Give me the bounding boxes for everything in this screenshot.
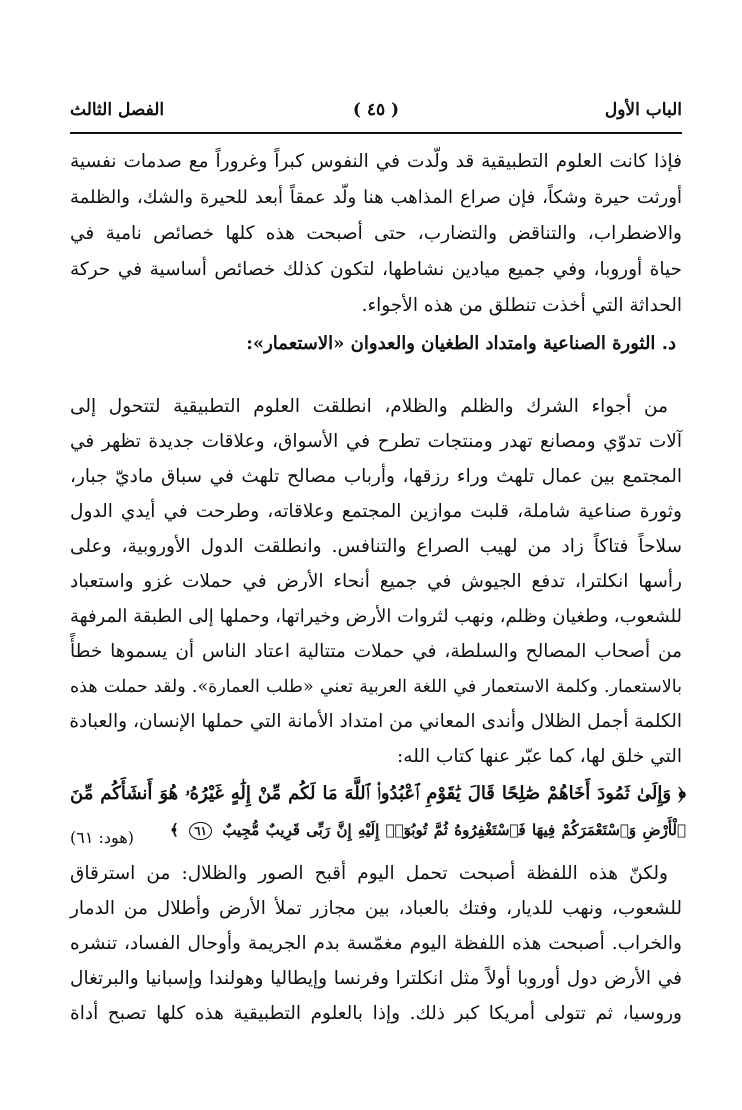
paragraph-2-line: من أصحاب المصالح والسلطة، في حملات متتالية اعتاد الناس أن يسموها خطأً [70, 641, 682, 662]
ayah-number-icon: ٦١ [189, 822, 212, 840]
paragraph-3-line: في الأرض دول أوروبا أولاً مثل انكلترا وفرنسا وإيطاليا وهولندا وإسبانيا والبرتغال [70, 968, 682, 989]
paragraph-2-line: سلاحاً فتاكاً زاد من لهيب الصراع والتنافس. وانطلقت الدول الأوروبية، وعلى [70, 536, 682, 557]
section-heading: د. الثورة الصناعية وامتداد الطغيان والعدوان «الاستعمار»: [246, 333, 676, 354]
paragraph-2-line: بالاستعمار. وكلمة الاستعمار في اللغة العربية تعني «طلب العمارة». ولقد حملت هذه [70, 677, 682, 697]
paragraph-2-line: وثورة صناعية شاملة، قلبت موازين المجتمع وعلاقاته، وطرحت في أيدي الدول [70, 501, 682, 522]
paragraph-2-line: للشعوب، وطغيان وظلم، ونهب لثروات الأرض وخيراتها، وحملها إلى الطبقة المرفهة [70, 606, 682, 627]
page-header [70, 98, 682, 134]
paragraph-2-line: رأسها انكلترا، تدفع الجيوش في جميع أنحاء الأرض في حملات غزو واستعباد [70, 571, 682, 592]
paragraph-2-line: التي خلق لها، كما عبّر عنها كتاب الله: [397, 746, 682, 767]
page-number: ( ٤٥ ) [352, 100, 400, 120]
paragraph-1-line: والاضطراب، والتناقض والتضارب، حتى أصبحت هذه كلها خصائص نامية في [70, 223, 682, 244]
paragraph-3-line: ولكنّ هذه اللفظة أصبحت تحمل اليوم أقبح الصور والظلال: من استرقاق [70, 863, 668, 884]
paragraph-3-line: للشعوب، ونهب للديار، وفتك بالعباد، بين مجازر تملأ الأرض وأطلال من الدمار [70, 898, 682, 919]
paragraph-2-line: الكلمة أجمل الظلال وأندى المعاني من امتداد الأمانة التي حملها الإنسان، والعبادة [69, 711, 682, 732]
paragraph-3-line: وروسيا، ثم تتولى أمريكا كبر ذلك. وإذا بالعلوم التطبيقية هذه كلها تصبح أداة [70, 1003, 682, 1024]
paragraph-1-line: الحداثة التي أخذت تنطلق من هذه الأجواء. [361, 295, 682, 316]
paragraph-1-line: حياة أوروبا، وفي جميع ميادين نشاطها، لتكون كذلك خصائص أساسية في حركة [70, 259, 682, 280]
verse-reference: (هود: ٦١) [70, 828, 134, 847]
paragraph-1-line: فإذا كانت العلوم التطبيقية قد ولّدت في النفوس كبراً وغروراً مع صدمات نفسية [70, 151, 682, 172]
paragraph-1-line: أورثت حيرة وشكاً، فإن صراع المذاهب هنا ولّد عمقاً أبعد للحيرة والشك، والظلمة [70, 187, 682, 208]
verse-close-bracket: ﴾ [170, 821, 179, 839]
paragraph-2-line: آلات تدوّي ومصانع تهدر ومنتجات تطرح في الأسواق، وعلاقات جديدة تظهر في [70, 431, 682, 452]
part-title: الباب الأول [604, 100, 682, 120]
quran-verse-line [170, 816, 686, 844]
chapter-title: الفصل الثالث [70, 100, 165, 120]
quran-verse-text: ٱلْأَرْضِ وَٱسْتَعْمَرَكُمْ فِيهَا فَٱسْتَغْفِرُوهُ ثُمَّ تُوبُوٓا۟ إِلَيْهِ إِنَّ رَبِّى قَرِيبٌ مُّجِيبٌ [222, 821, 686, 839]
paragraph-2-line: من أجواء الشرك والظلم والظلام، انطلقت العلوم التطبيقية لتتحول إلى [70, 396, 668, 417]
paragraph-2-line: المجتمع بين عمال تلهث وراء رزقها، وأرباب مصالح تلهث في سباق ماديّ جبار، [70, 466, 682, 487]
paragraph-3-line: والخراب. أصبحت هذه اللفظة اليوم مغمّسة بدم الجريمة وأوحال الفساد، تنشره [70, 933, 682, 954]
quran-verse-line: ﴿ وَإِلَىٰ ثَمُودَ أَخَاهُمْ صَٰلِحًا قَالَ يَٰقَوْمِ ٱعْبُدُوا۟ ٱللَّهَ مَا لَكُم مِّنْ إِلَٰهٍ غَيْرُهُۥ هُوَ أَنشَأَكُم مِّنَ [70, 783, 686, 804]
